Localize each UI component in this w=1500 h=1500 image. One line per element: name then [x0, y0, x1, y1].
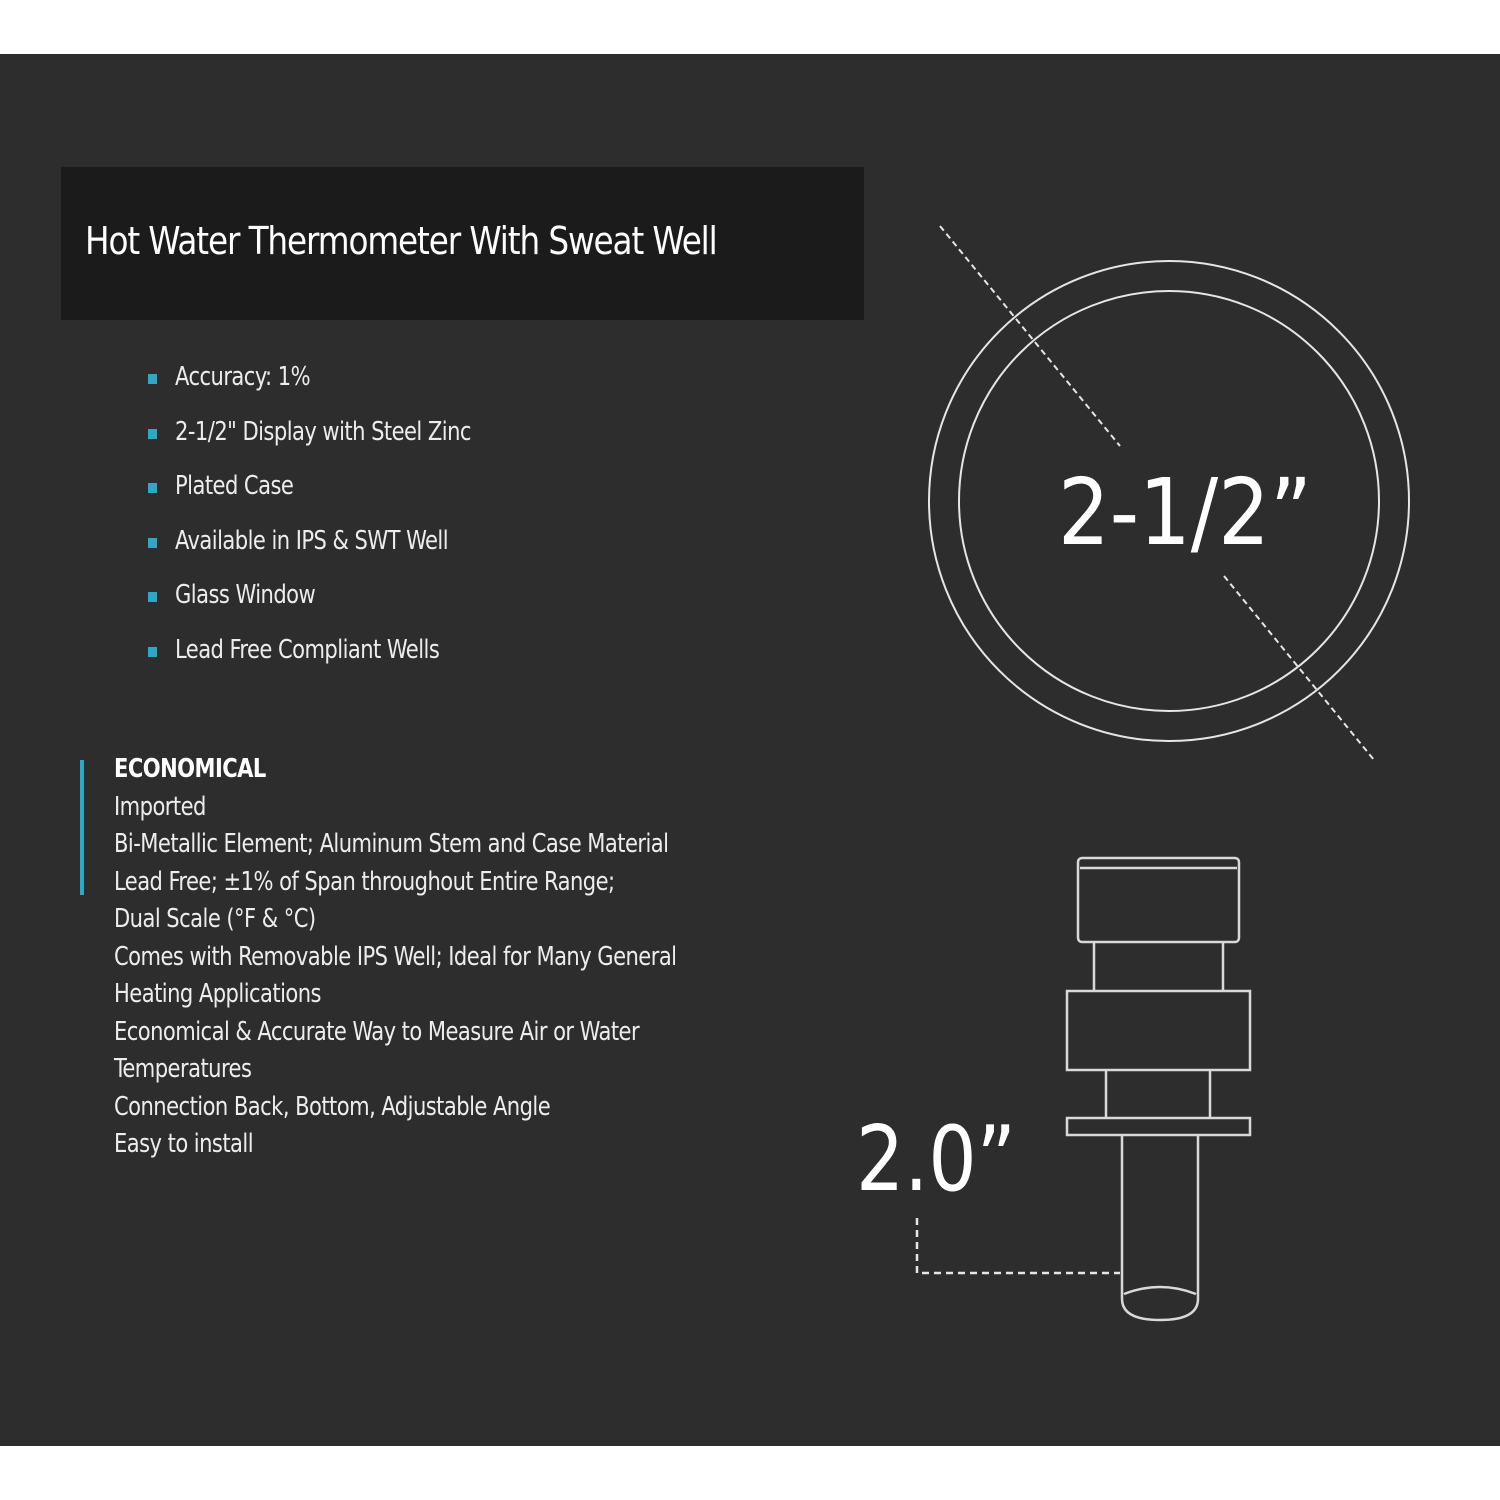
- dial-drawing: [929, 226, 1409, 760]
- description-line: Heating Applications: [114, 979, 321, 1009]
- washer: [1067, 1118, 1250, 1135]
- stem: [1122, 1135, 1198, 1320]
- feature-text: Lead Free Compliant Wells: [175, 634, 440, 665]
- dimension-drawing: [0, 54, 1500, 1446]
- diameter-dashed-line-upper: [940, 226, 1120, 446]
- product-title: Hot Water Thermometer With Sweat Well: [85, 219, 717, 263]
- description-line: Connection Back, Bottom, Adjustable Angle: [114, 1091, 551, 1122]
- description-line: Lead Free; ±1% of Span throughout Entire Range;: [114, 866, 615, 897]
- feature-text: Accuracy: 1%: [175, 362, 311, 392]
- description-line: Easy to install: [114, 1129, 254, 1159]
- description-line: Dual Scale (°F & °C): [114, 904, 316, 934]
- stem-drawing: [1067, 858, 1250, 1320]
- description-line: Temperatures: [114, 1054, 252, 1084]
- feature-text: Glass Window: [175, 580, 316, 611]
- description-line: Economical & Accurate Way to Measure Air or Water: [114, 1016, 640, 1047]
- feature-text: 2-1/2" Display with Steel Zinc: [175, 416, 471, 447]
- hex-nut-top: [1078, 858, 1239, 942]
- description-line: Imported: [114, 791, 206, 822]
- dial-diameter-label: 2-1/2”: [1058, 459, 1312, 566]
- stem-length-dashed-line: [917, 1218, 1120, 1273]
- description-heading: ECONOMICAL: [114, 754, 266, 784]
- description-line: Bi-Metallic Element; Aluminum Stem and Case Material: [114, 829, 669, 859]
- feature-text: Plated Case: [175, 471, 294, 502]
- product-info-panel: [0, 54, 1500, 1446]
- stem-tip-arc: [1124, 1287, 1196, 1294]
- stem-length-label: 2.0”: [856, 1107, 1016, 1212]
- feature-text: Available in IPS & SWT Well: [175, 525, 449, 556]
- description-line: Comes with Removable IPS Well; Ideal for Many General: [114, 941, 677, 972]
- hex-nut-body: [1067, 991, 1250, 1070]
